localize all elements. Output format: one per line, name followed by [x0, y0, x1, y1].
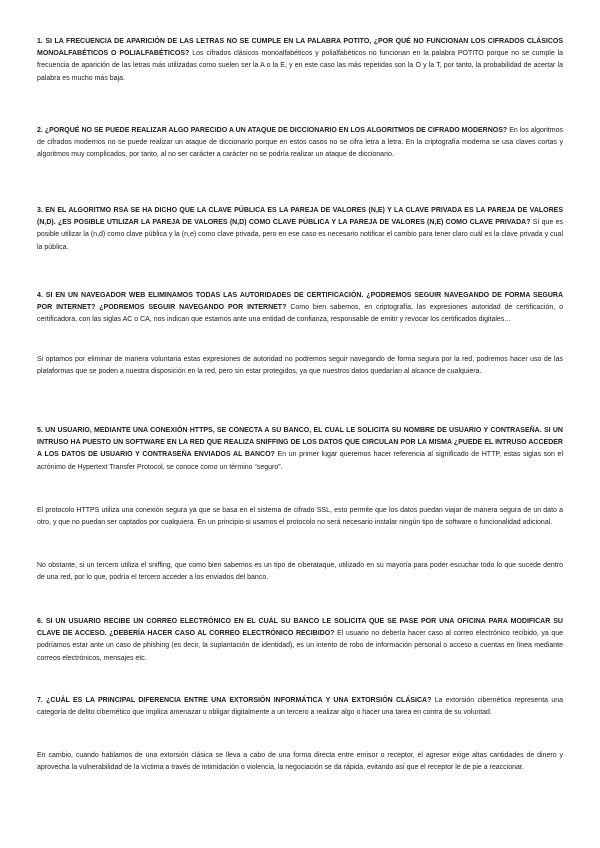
section-7-paragraph-2: En cambio, cuando hablamos de una extorsión clásica se lleva a cabo de una forma directa entre emisor o receptor, el agresor exige altas cantidades de dinero y aprovecha la vulnerabilidad de la víctima a través de intimidación o violencia, la negociación se da rápida, evitando así que el receptor le de pie a reaccionar. [37, 752, 563, 772]
answer-5: En un primer lugar queremos hacer referencia al significado de HTTP, estas siglas son el acrónimo de Hypertext Transfer Protocol, se conoce como un término “seguro”. [37, 451, 563, 471]
section-4-paragraph-2: Si optamos por eliminar de manera voluntaria estas expresiones de autoridad no podremos seguir navegando de forma segura por la red, podremos hacer uso de las plataformas que se poden a nuestra disposición en la red, pero sin estar protegidos, ya que nuestros datos quedarían al alcance de cualquiera. [37, 356, 563, 376]
question-2: 2. ¿PORQUÉ NO SE PUEDE REALIZAR ALGO PARECIDO A UN ATAQUE DE DICCIONARIO EN LOS ALGORITMOS DE CIFRADO MODERNOS? [37, 127, 508, 134]
question-4: 4. SI EN UN NAVEGADOR WEB ELIMINAMOS TODAS LAS AUTORIDADES DE CERTIFICACIÓN. ¿PODREMOS SEGUIR NAVEGANDO DE FORMA SEGURA POR INTERNET? ¿PODREMOS SEGUIR NAVEGANDO POR INTERNET? [37, 292, 563, 312]
question-5: 5. UN USUARIO, MEDIANTE UNA CONEXIÓN HTTPS, SE CONECTA A SU BANCO, EL CUAL LE SOLICITA SU NOMBRE DE USUARIO Y CONTRASEÑA. SI UN INTRUSO HA PUESTO UN SOFTWARE EN LA RED QUE REALIZA SNIFFING DE LOS DATOS QUE CIRCULAN POR LA MISMA ¿PUEDE EL INTRUSO ACCEDER A LOS DATOS DE USUARIO Y CONTRASEÑA ENVIADOS AL BANCO? [37, 427, 563, 459]
answer-1: Los cifrados clásicos monoalfabéticos y polialfabéticos no funcionan en la palabra POTITO porque no se cumple la frecuencia de aparición de las letras más utilizadas como suelen ser la A o la E, y en este caso las más repetidas son la O y la T, por tanto, la probabilidad de acertar la palabra es mucho más baja. [37, 50, 564, 82]
section-1 [37, 36, 563, 85]
section-7 [37, 695, 563, 719]
answer-6: El usuario no debería hacer caso al correo electrónico recibido, ya que podríamos estar ante un caso de phishing (es decir, la suplantación de identidad), es un intento de robo de información personal o acceso a cuentas en línea mediante correos electrónicos, mensajes etc. [37, 630, 563, 662]
section-2 [37, 125, 563, 162]
section-5-paragraph-3: No obstante, si un tercero utiliza el sniffing, que como bien sabemos es un tipo de ciberataque, utilizado en su mayoría para poder escuchar todo lo que sucede dentro de una red, por lo que, podría el tercero acceder a los enviados del banco. [37, 562, 563, 582]
section-6 [37, 616, 563, 665]
section-5-paragraph-2: El protocolo HTTPS utiliza una conexión segura ya que se basa en el sistema de cifrado SSL, esto permite que los datos puedan viajar de manera segura de un dato a otro, y que no puedan ser captados por cualquiera. En un principio si usamos el protocolo no será necesario instalar ningún tipo de software o funcionalidad adicional. [37, 507, 563, 527]
answer-4: Como bien sabemos, en criptografía, las expresiones autoridad de certificación, o certificadora, con las siglas AC o CA, nos indican que estamos ante una entidad de confianza, responsable de emitir y revocar los certificados digitales… [37, 304, 564, 324]
answer-7: La extorsión cibernética representa una categoría de delito cibernético que implica amenazar u obligar digitalmente a un tercero a realizar algo o hacer una tarea en contra de su voluntad. [37, 697, 564, 717]
answer-3: Sí que es posible utilizar la (n,d) como clave pública y la (n,e) como clave privada, pero en ese caso es necesario notificar el cambio para tener claro cuál es la clave privada y cual la pública. [37, 219, 563, 251]
question-7: 7. ¿CUÁL ES LA PRINCIPAL DIFERENCIA ENTRE UNA EXTORSIÓN INFORMÁTICA Y UNA EXTORSIÓN CLÁSICA? [37, 697, 432, 704]
section-3 [37, 205, 563, 254]
question-1: 1. SI LA FRECUENCIA DE APARICIÓN DE LAS LETRAS NO SE CUMPLE EN LA PALABRA POTITO, ¿POR QUÉ NO FUNCIONAN LOS CIFRADOS CLÁSICOS MONOALFABÉTICOS O POLIALFABÉTICOS? [37, 38, 563, 58]
section-5 [37, 425, 563, 474]
question-6: 6. SI UN USUARIO RECIBE UN CORREO ELECTRÓNICO EN EL CUÁL SU BANCO LE SOLICITA QUE SE PASE POR UNA OFICINA PARA MODIFICAR SU CLAVE DE ACCESO. ¿DEBERÍA HACER CASO AL CORREO ELECTRÓNICO RECIBIDO? [37, 618, 563, 638]
section-4 [37, 290, 563, 327]
question-3: 3. EN EL ALGORITMO RSA SE HA DICHO QUE LA CLAVE PÚBLICA ES LA PAREJA DE VALORES (N,E) Y LA CLAVE PRIVADA ES LA PAREJA DE VALORES (N,D). ¿ES POSIBLE UTILIZAR LA PAREJA DE VALORES (N,D) COMO CLAVE PÚBLICA Y LA PAREJA DE VALORES (N,E) COMO CLAVE PRIVADA? [37, 207, 563, 227]
answer-2: En los algoritmos de cifrados modernos no se puede realizar un ataque de diccionario porque en estos casos no se cifra letra a letra. En la criptografía moderna se usa claves cortas y algoritmos muy complicados, por tanto, al no ser carácter a carácter no se podría realizar un ataque de diccionario. [37, 127, 563, 159]
